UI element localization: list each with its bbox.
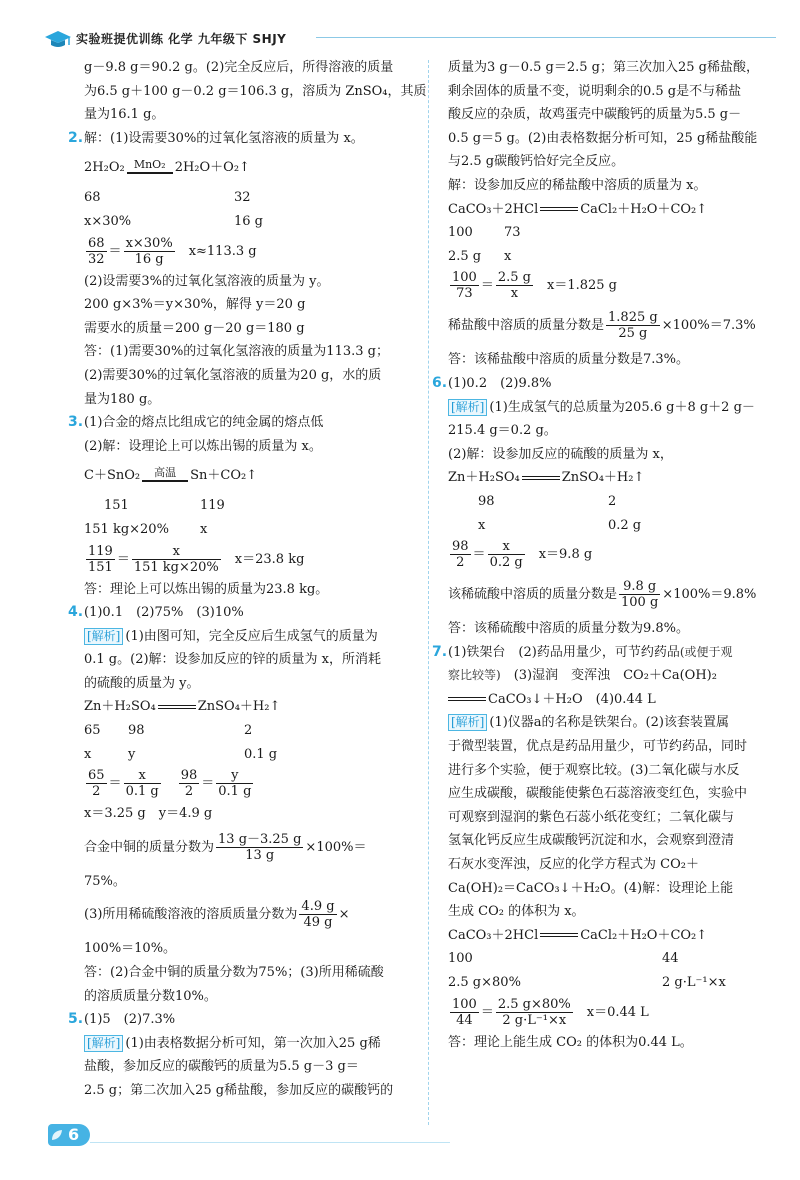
analysis-tag: [解析] bbox=[448, 714, 487, 731]
fraction bbox=[496, 270, 533, 301]
fraction bbox=[496, 997, 573, 1028]
fraction bbox=[450, 539, 471, 570]
fraction bbox=[86, 768, 107, 799]
text-line: 量为16.1 g。 bbox=[84, 107, 165, 123]
mass-value: 2 g·L⁻¹×x bbox=[662, 975, 726, 990]
footer-rule bbox=[90, 1142, 450, 1143]
text-line: Ca(OH)₂＝CaCO₃↓＋H₂O。(4)解：设理论上能 bbox=[448, 880, 734, 896]
products: ZnSO₄＋H₂↑ bbox=[561, 470, 645, 486]
denominator: 32 bbox=[88, 251, 105, 267]
numerator: 100 bbox=[452, 996, 477, 1012]
equals-sign bbox=[540, 933, 578, 937]
text-line: 答：该稀硫酸中溶质的质量分数为9.8%。 bbox=[448, 621, 690, 637]
page-number: 6 bbox=[68, 1125, 80, 1144]
numerator: x bbox=[488, 539, 525, 555]
text-line: 进行多个实验，便于观察比较。(3)二氧化碳与水反 bbox=[448, 762, 740, 778]
text-line: 可观察到湿润的紫色石蕊小纸花变红；二氧化碳与 bbox=[448, 809, 735, 825]
fraction bbox=[299, 899, 336, 930]
denominator: 16 g bbox=[134, 251, 164, 267]
chem-equation bbox=[84, 695, 440, 719]
text-line: 于微型装置，优点是药品用量少，可节约药品，同时 bbox=[448, 739, 748, 755]
numerator: 65 bbox=[88, 768, 105, 784]
fraction bbox=[124, 236, 175, 267]
mass-value: 100 bbox=[448, 951, 473, 967]
reaction-condition bbox=[142, 467, 188, 484]
numerator: 2.5 g bbox=[497, 270, 531, 286]
result: x＝0.44 L bbox=[586, 1004, 649, 1020]
mass-value: 151 kg×20% bbox=[84, 521, 169, 537]
text-line: 答：(2)合金中铜的质量分数为75%；(3)所用稀硫酸 bbox=[84, 965, 384, 981]
text-line: 盐酸，参加反应的碳酸钙的质量为5.5 g－3 g＝ bbox=[84, 1059, 359, 1075]
denominator: 73 bbox=[456, 286, 473, 302]
reaction-condition bbox=[127, 159, 173, 176]
denominator: 2 bbox=[184, 784, 194, 800]
denominator: 0.2 g bbox=[489, 555, 523, 571]
text-line: 0.1 g。(2)解：设参加反应的锌的质量为 x，所消耗 bbox=[84, 652, 382, 668]
mass-value: 65 bbox=[84, 723, 101, 739]
text-line: 需要水的质量＝200 g－20 g＝180 g bbox=[84, 320, 305, 336]
mass-value: 2 bbox=[244, 723, 253, 739]
result: x＝1.825 g bbox=[546, 278, 617, 294]
denominator: 151 kg×20% bbox=[133, 559, 219, 575]
denominator: 151 bbox=[88, 559, 113, 575]
mass-value: 151 bbox=[104, 498, 129, 514]
proportion: $\frac{68}{32}$ ＝ $\frac{x\times 30\%}{16 g}$ x≈113.3 g bbox=[88, 235, 257, 267]
text-line: × bbox=[338, 907, 350, 923]
mass-value: 16 g bbox=[234, 213, 263, 229]
text-line: 75%。 bbox=[84, 873, 126, 889]
condition-text: 高温 bbox=[142, 467, 188, 481]
text-line: g－9.8 g＝90.2 g。(2)完全反应后，所得溶液的质量 bbox=[84, 60, 394, 75]
mass-row bbox=[84, 743, 440, 767]
denominator: 100 g bbox=[621, 595, 659, 611]
mass-value: 2.5 g×80% bbox=[448, 975, 521, 990]
denominator: 2 bbox=[456, 555, 465, 571]
question-3 bbox=[68, 411, 440, 435]
mass-row bbox=[448, 514, 800, 538]
mass-value: 0.2 g bbox=[608, 517, 642, 533]
reactants: 2H₂O₂ bbox=[84, 160, 125, 176]
question-2 bbox=[68, 127, 440, 151]
question-number: 3. bbox=[68, 414, 84, 431]
mass-row bbox=[84, 186, 440, 210]
text-line: (1)仪器a的名称是铁架台。(2)该套装置属 bbox=[489, 715, 729, 731]
question-number: 2. bbox=[68, 129, 84, 146]
text-line: 与2.5 g碳酸钙恰好完全反应。 bbox=[448, 154, 625, 170]
question-5 bbox=[68, 1008, 440, 1032]
fraction bbox=[450, 997, 479, 1028]
text-line: 该稀硫酸中溶质的质量分数是 bbox=[448, 587, 618, 603]
fraction bbox=[488, 539, 525, 570]
equals-sign bbox=[448, 697, 486, 701]
denominator: 25 g bbox=[618, 326, 648, 342]
fraction bbox=[86, 236, 107, 267]
text-line: 稀盐酸中溶质的质量分数是 bbox=[448, 318, 605, 334]
text-line: 酸反应的杂质，故鸡蛋壳中碳酸钙的质量为5.5 g－ bbox=[448, 107, 742, 123]
mass-row bbox=[448, 490, 800, 514]
products: ZnSO₄＋H₂↑ bbox=[197, 699, 281, 715]
numerator: 4.9 g bbox=[301, 899, 335, 915]
graduation-cap-icon bbox=[44, 28, 72, 50]
text-line: 量为180 g。 bbox=[84, 391, 161, 407]
analysis-line bbox=[84, 625, 440, 649]
condition-text: MnO₂ bbox=[127, 159, 173, 173]
text-line: 答：理论上可以炼出锡的质量为23.8 kg。 bbox=[84, 581, 329, 597]
text-line: (1)由图可知，完全反应后生成氢气的质量为 bbox=[125, 628, 378, 644]
numerator: 9.8 g bbox=[619, 579, 660, 595]
mass-value: y bbox=[128, 746, 136, 762]
mass-value: 2.5 g bbox=[448, 248, 482, 264]
text-line: (1)0.1 (2)75% (3)10% bbox=[84, 605, 244, 621]
numerator: x×30% bbox=[125, 235, 173, 251]
text-line: (1)合金的熔点比组成它的纯金属的熔点低 bbox=[84, 415, 324, 431]
analysis-line bbox=[448, 396, 800, 420]
fraction bbox=[606, 310, 660, 341]
proportion: $\frac{98}{2}$ ＝ $\frac{x}{0.2 g}$ x＝9.8 g bbox=[452, 539, 593, 571]
analysis-line bbox=[448, 711, 800, 735]
denominator: x bbox=[510, 286, 519, 302]
calc-line bbox=[448, 573, 800, 617]
numerator: 98 bbox=[180, 768, 198, 784]
text-line: 生成 CO₂ 的体积为 x。 bbox=[448, 904, 585, 920]
mass-value: 0.1 g bbox=[244, 746, 278, 762]
mass-row bbox=[448, 971, 800, 995]
text-line: ×100%＝7.3% bbox=[661, 318, 756, 334]
text-line: (2)解：设理论上可以炼出锡的质量为 x。 bbox=[84, 438, 322, 454]
analysis-line bbox=[84, 1032, 440, 1056]
chem-equation bbox=[84, 150, 440, 186]
mass-value: x×30% bbox=[84, 213, 132, 229]
analysis-tag: [解析] bbox=[84, 628, 123, 645]
mass-value: 73 bbox=[504, 225, 521, 241]
numerator: x bbox=[132, 544, 221, 560]
calc-line bbox=[448, 304, 800, 348]
page-number-badge bbox=[48, 1122, 94, 1148]
text-line: 215.4 g＝0.2 g。 bbox=[448, 423, 557, 439]
left-column bbox=[68, 56, 440, 1103]
proportion: $\frac{65}{2}$ ＝ $\frac{x}{0.1 g}$ $\frac{98}{2}$ ＝ $\frac{y}{0.1 g}$ bbox=[88, 768, 252, 800]
numerator: 13 g－3.25 g bbox=[218, 831, 302, 847]
text-line: x＝3.25 g y＝4.9 g bbox=[84, 806, 213, 822]
products: CaCl₂＋H₂O＋CO₂↑ bbox=[580, 927, 708, 943]
mass-row bbox=[84, 210, 440, 234]
text-line: 石灰水变浑浊，反应的化学方程式为 CO₂＋ bbox=[448, 857, 699, 873]
mass-value: 2 bbox=[608, 493, 617, 509]
question-number: 6. bbox=[432, 374, 448, 391]
fraction bbox=[216, 768, 253, 799]
text-line bbox=[448, 688, 800, 712]
denominator: 0.1 g bbox=[218, 784, 252, 800]
denominator: 49 g bbox=[303, 915, 333, 931]
products: Sn＋CO₂↑ bbox=[190, 468, 258, 484]
note-text: 察比较等) bbox=[448, 668, 501, 683]
numerator: y bbox=[216, 768, 253, 784]
numerator: x bbox=[124, 768, 161, 784]
denominator: 0.1 g bbox=[125, 784, 159, 800]
mass-value: 119 bbox=[200, 498, 225, 514]
numerator: 1.825 g bbox=[608, 310, 658, 326]
calc-line bbox=[84, 826, 440, 870]
text-line: 解：设参加反应的稀盐酸中溶质的质量为 x。 bbox=[448, 177, 707, 193]
text-line: ×100%＝ bbox=[305, 839, 367, 855]
fraction bbox=[619, 579, 660, 610]
equals-sign bbox=[158, 705, 196, 709]
text-line: 为6.5 g＋100 g－0.2 g＝106.3 g，溶质为 ZnSO₄，其质 bbox=[84, 83, 427, 99]
text-line: 的硫酸的质量为 y。 bbox=[84, 675, 200, 691]
mass-row bbox=[84, 719, 440, 743]
numerator: 100 bbox=[452, 270, 477, 286]
text-line bbox=[448, 664, 800, 688]
mass-value: x bbox=[84, 746, 92, 762]
fraction bbox=[216, 832, 303, 863]
header-title: 实验班提优训练 化学 九年级下 SHJY bbox=[76, 32, 287, 46]
products: 2H₂O＋O₂↑ bbox=[174, 160, 250, 176]
text-line: 氢氧化钙反应生成碳酸钙沉淀和水，会观察到澄清 bbox=[448, 833, 735, 849]
right-column bbox=[432, 56, 800, 1054]
text-line: (2)设需要3%的过氧化氢溶液的质量为 y。 bbox=[84, 273, 330, 289]
mass-row bbox=[448, 947, 800, 971]
text-line: 应生成碳酸，碳酸能使紫色石蕊溶液变红色，实验中 bbox=[448, 786, 748, 802]
text-line: (1)0.2 (2)9.8% bbox=[448, 375, 552, 391]
analysis-tag: [解析] bbox=[448, 399, 487, 416]
numerator: 68 bbox=[88, 235, 105, 251]
text-line: 剩余固体的质量不变，说明剩余的0.5 g是不与稀盐 bbox=[448, 83, 742, 99]
chem-equation bbox=[448, 466, 800, 490]
chem-equation bbox=[448, 924, 800, 948]
chem-equation bbox=[448, 198, 800, 222]
numerator: 98 bbox=[452, 539, 469, 555]
text-line: (2)需要30%的过氧化氢溶液的质量为20 g，水的质 bbox=[84, 367, 382, 383]
text-line: 的溶质质量分数10%。 bbox=[84, 988, 217, 1004]
text-line: (3)所用稀硫酸溶液的溶质质量分数为 bbox=[84, 907, 298, 923]
question-number: 7. bbox=[432, 643, 448, 660]
analysis-tag: [解析] bbox=[84, 1035, 123, 1052]
text-line: 答：该稀盐酸中溶质的质量分数是7.3%。 bbox=[448, 352, 690, 368]
reactants: Zn＋H₂SO₄ bbox=[84, 699, 156, 715]
text-line: (1)生成氢气的总质量为205.6 g＋8 g＋2 g－ bbox=[489, 399, 755, 415]
numerator: 119 bbox=[88, 543, 113, 559]
text-line: 0.5 g＝5 g。(2)由表格数据分析可知，25 g稀盐酸能 bbox=[448, 130, 758, 146]
mass-value: 44 bbox=[662, 951, 679, 967]
page-header bbox=[44, 28, 784, 54]
calc-line bbox=[84, 893, 440, 937]
mass-value: x bbox=[200, 521, 208, 537]
text-line: 答：理论上能生成 CO₂ 的体积为0.44 L。 bbox=[448, 1034, 693, 1050]
text-line: (1)铁架台 (2)药品用量少，可节约药品 bbox=[448, 644, 680, 660]
mass-value: 100 bbox=[448, 225, 473, 241]
result: x＝9.8 g bbox=[538, 547, 593, 563]
fraction bbox=[179, 768, 200, 799]
fraction bbox=[124, 768, 161, 799]
text-line: (3)湿润 变浑浊 CO₂＋Ca(OH)₂ bbox=[500, 668, 717, 684]
leaf-icon bbox=[50, 1128, 64, 1142]
fraction bbox=[86, 544, 115, 575]
mass-row bbox=[448, 245, 800, 269]
proportion: $\frac{119}{151}$ ＝ $\frac{x}{151 kg\times 20\%}$ x＝23.8 kg bbox=[88, 543, 305, 575]
text-line: 100%＝10%。 bbox=[84, 941, 177, 957]
text-line: 答：(1)需要30%的过氧化氢溶液的质量为113.3 g； bbox=[84, 344, 389, 360]
mass-value: 68 bbox=[84, 190, 101, 206]
text-line: (1)5 (2)7.3% bbox=[84, 1012, 176, 1028]
reactants: CaCO₃＋2HCl bbox=[448, 927, 539, 943]
header-rule bbox=[316, 37, 776, 38]
mass-value: x bbox=[478, 517, 486, 533]
text-line: 200 g×3%＝y×30%，解得 y＝20 g bbox=[84, 297, 306, 313]
question-6 bbox=[432, 372, 800, 396]
denominator: 44 bbox=[456, 1012, 473, 1028]
text-line: 解：(1)设需要30%的过氧化氢溶液的质量为 x。 bbox=[84, 130, 364, 146]
text-line: 质量为3 g－0.5 g＝2.5 g；第三次加入25 g稀盐酸， bbox=[448, 60, 759, 75]
result: x＝23.8 kg bbox=[234, 551, 305, 567]
text-line: 2.5 g；第二次加入25 g稀盐酸，参加反应的碳酸钙的 bbox=[84, 1083, 394, 1098]
question-4 bbox=[68, 601, 440, 625]
fraction bbox=[450, 270, 479, 301]
text-line: CaCO₃↓＋H₂O (4)0.44 L bbox=[488, 691, 656, 707]
reactants: Zn＋H₂SO₄ bbox=[448, 470, 520, 486]
mass-row bbox=[448, 221, 800, 245]
note-text: (或便于观 bbox=[679, 644, 733, 659]
reactants: C＋SnO₂ bbox=[84, 468, 141, 484]
mass-value: 98 bbox=[128, 723, 145, 739]
text-line: (2)解：设参加反应的硫酸的质量为 x， bbox=[448, 446, 673, 462]
proportion: $\frac{100}{73}$ ＝ $\frac{2.5 g}{x}$ x＝1.825 g bbox=[452, 270, 617, 302]
fraction bbox=[132, 544, 221, 575]
mass-row bbox=[84, 494, 440, 518]
reactants: CaCO₃＋2HCl bbox=[448, 201, 539, 217]
denominator: 13 g bbox=[245, 847, 275, 863]
mass-value: x bbox=[504, 248, 512, 264]
mass-value: 32 bbox=[234, 190, 251, 206]
result: x≈113.3 g bbox=[188, 243, 257, 259]
proportion: $\frac{100}{44}$ ＝ $\frac{2.5 g\times 80\%}{\text{2 g·L⁻¹×x}}$ x＝0.44 L bbox=[452, 996, 649, 1028]
equals-sign bbox=[522, 476, 560, 480]
mass-value: 98 bbox=[478, 493, 495, 509]
mass-row bbox=[84, 518, 440, 542]
chem-equation bbox=[84, 458, 440, 494]
text-line: 合金中铜的质量分数为 bbox=[84, 839, 215, 855]
question-number: 5. bbox=[68, 1011, 84, 1028]
text-line: (1)由表格数据分析可知，第一次加入25 g稀 bbox=[125, 1035, 381, 1051]
question-7 bbox=[432, 641, 800, 665]
denominator: 2 g·L⁻¹×x bbox=[502, 1012, 567, 1028]
question-number: 4. bbox=[68, 604, 84, 621]
equals-sign bbox=[540, 207, 578, 211]
products: CaCl₂＋H₂O＋CO₂↑ bbox=[580, 201, 708, 217]
text-line: ×100%＝9.8% bbox=[662, 587, 757, 603]
numerator: 2.5 g×80% bbox=[497, 996, 571, 1012]
denominator: 2 bbox=[92, 784, 101, 800]
